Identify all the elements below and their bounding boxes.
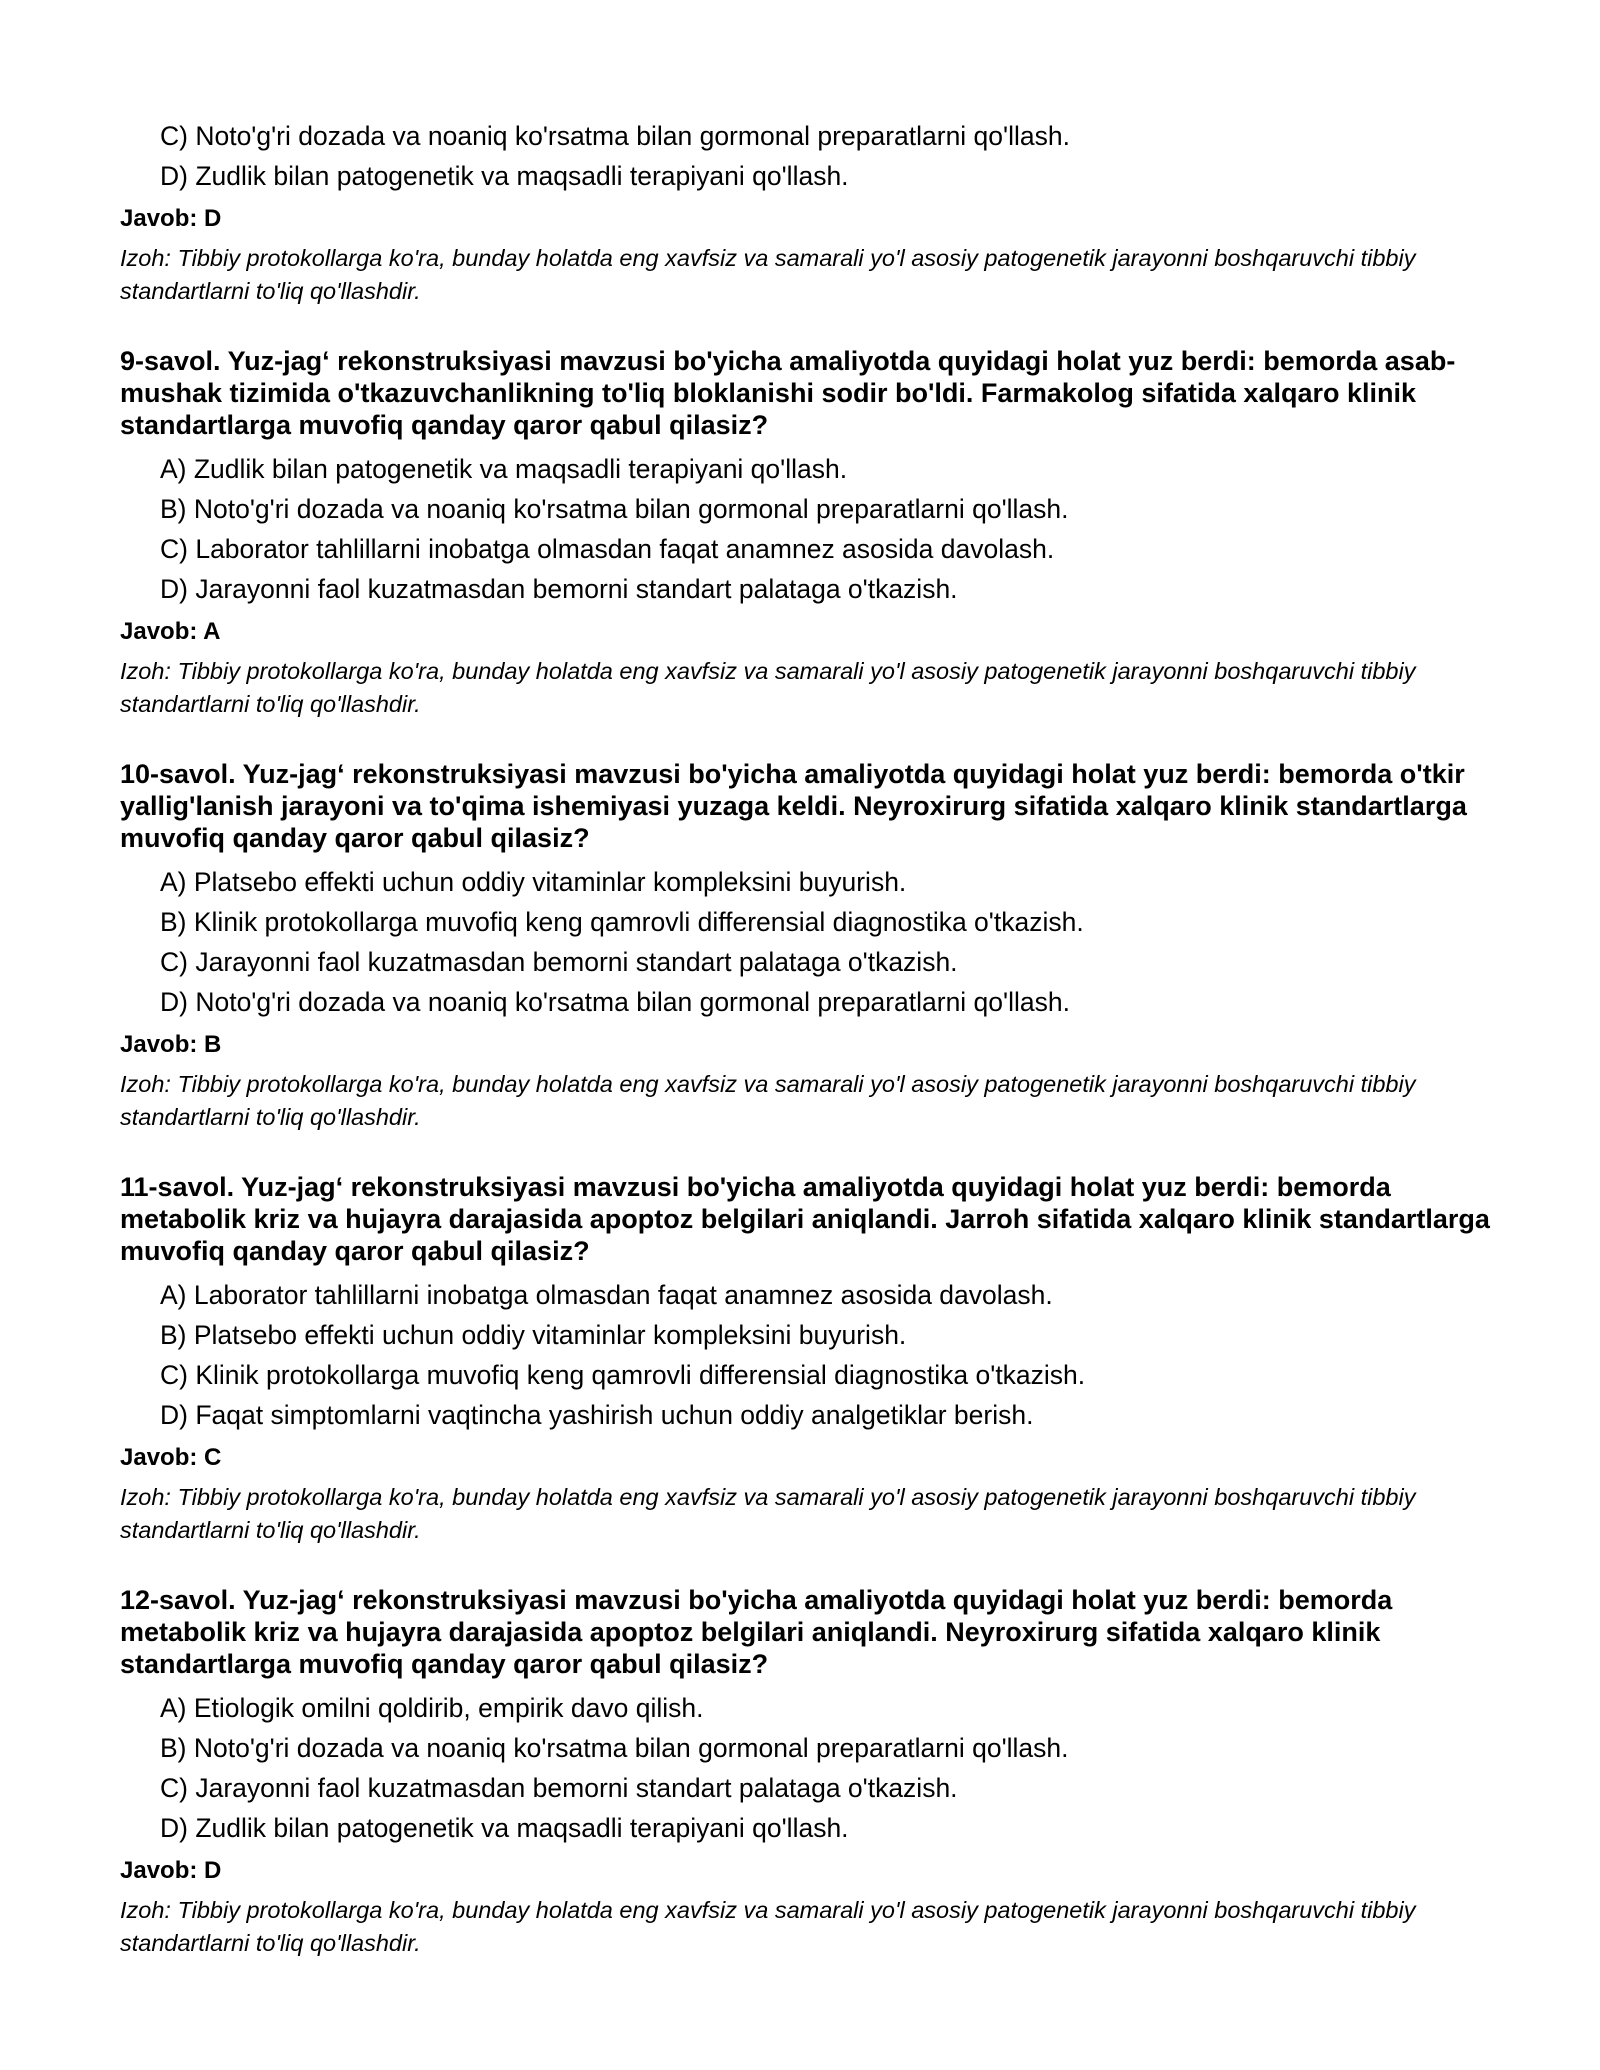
correct-answer: Javob: D	[120, 205, 222, 232]
explanation-note: Izoh: Tibbiy protokollarga ko'ra, bunday holatda eng xavfsiz va samarali yo'l asosiy patogenetik jarayonni boshqaruvchi tibbiy standartlarni to'liq qo'llashdir.	[120, 1071, 1416, 1130]
correct-answer: Javob: A	[120, 618, 221, 645]
answer-option-d: D) Noto'g'ri dozada va noaniq ko'rsatma bilan gormonal preparatlarni qo'llash.	[160, 987, 1070, 1017]
question-8-continuation	[120, 116, 1490, 308]
answer-option-b: B) Noto'g'ri dozada va noaniq ko'rsatma bilan gormonal preparatlarni qo'llash.	[160, 1733, 1069, 1763]
question-12	[120, 1584, 1490, 1960]
document-content	[120, 116, 1490, 1960]
answer-option-d: D) Zudlik bilan patogenetik va maqsadli terapiyani qo'llash.	[160, 161, 849, 191]
answer-option-b: B) Noto'g'ri dozada va noaniq ko'rsatma bilan gormonal preparatlarni qo'llash.	[160, 494, 1069, 524]
correct-answer: Javob: D	[120, 1857, 222, 1884]
question-text: 12-savol. Yuz-jag‘ rekonstruksiyasi mavzusi bo'yicha amaliyotda quyidagi holat yuz berdi: bemorda metabolik kriz va hujayra darajasida apoptoz belgilari aniqlandi. Neyroxirurg sifatida xalqaro klinik standartlarga muvofiq qanday qaror qabul qilasiz?	[120, 1585, 1393, 1679]
answer-option-c: C) Jarayonni faol kuzatmasdan bemorni standart palataga o'tkazish.	[160, 1773, 958, 1803]
answer-option-b: B) Klinik protokollarga muvofiq keng qamrovli differensial diagnostika o'tkazish.	[160, 907, 1084, 937]
question-text: 11-savol. Yuz-jag‘ rekonstruksiyasi mavzusi bo'yicha amaliyotda quyidagi holat yuz berdi: bemorda metabolik kriz va hujayra darajasida apoptoz belgilari aniqlandi. Jarroh sifatida xalqaro klinik standartlarga muvofiq qanday qaror qabul qilasiz?	[120, 1172, 1490, 1266]
question-10	[120, 758, 1490, 1134]
explanation-note: Izoh: Tibbiy protokollarga ko'ra, bunday holatda eng xavfsiz va samarali yo'l asosiy patogenetik jarayonni boshqaruvchi tibbiy standartlarni to'liq qo'llashdir.	[120, 658, 1416, 717]
explanation-note: Izoh: Tibbiy protokollarga ko'ra, bunday holatda eng xavfsiz va samarali yo'l asosiy patogenetik jarayonni boshqaruvchi tibbiy standartlarni to'liq qo'llashdir.	[120, 1897, 1416, 1956]
answer-option-d: D) Zudlik bilan patogenetik va maqsadli terapiyani qo'llash.	[160, 1813, 849, 1843]
answer-option-a: A) Platsebo effekti uchun oddiy vitaminlar kompleksini buyurish.	[160, 867, 907, 897]
correct-answer: Javob: B	[120, 1031, 222, 1058]
correct-answer: Javob: C	[120, 1444, 222, 1471]
explanation-note: Izoh: Tibbiy protokollarga ko'ra, bunday holatda eng xavfsiz va samarali yo'l asosiy patogenetik jarayonni boshqaruvchi tibbiy standartlarni to'liq qo'llashdir.	[120, 1484, 1416, 1543]
answer-option-c: C) Klinik protokollarga muvofiq keng qamrovli differensial diagnostika o'tkazish.	[160, 1360, 1086, 1390]
question-9	[120, 345, 1490, 721]
answer-option-c: C) Noto'g'ri dozada va noaniq ko'rsatma bilan gormonal preparatlarni qo'llash.	[160, 121, 1070, 151]
question-11	[120, 1171, 1490, 1547]
answer-option-a: A) Zudlik bilan patogenetik va maqsadli terapiyani qo'llash.	[160, 454, 848, 484]
answer-option-b: B) Platsebo effekti uchun oddiy vitaminlar kompleksini buyurish.	[160, 1320, 907, 1350]
answer-option-a: A) Laborator tahlillarni inobatga olmasdan faqat anamnez asosida davolash.	[160, 1280, 1053, 1310]
explanation-note: Izoh: Tibbiy protokollarga ko'ra, bunday holatda eng xavfsiz va samarali yo'l asosiy patogenetik jarayonni boshqaruvchi tibbiy standartlarni to'liq qo'llashdir.	[120, 245, 1416, 304]
question-text: 10-savol. Yuz-jag‘ rekonstruksiyasi mavzusi bo'yicha amaliyotda quyidagi holat yuz berdi: bemorda o'tkir yallig'lanish jarayoni va to'qima ishemiyasi yuzaga keldi. Neyroxirurg sifatida xalqaro klinik standartlarga muvofiq qanday qaror qabul qilasiz?	[120, 759, 1467, 853]
answer-option-a: A) Etiologik omilni qoldirib, empirik davo qilish.	[160, 1693, 704, 1723]
answer-option-d: D) Jarayonni faol kuzatmasdan bemorni standart palataga o'tkazish.	[160, 574, 958, 604]
answer-option-c: C) Jarayonni faol kuzatmasdan bemorni standart palataga o'tkazish.	[160, 947, 958, 977]
answer-option-d: D) Faqat simptomlarni vaqtincha yashirish uchun oddiy analgetiklar berish.	[160, 1400, 1034, 1430]
answer-option-c: C) Laborator tahlillarni inobatga olmasdan faqat anamnez asosida davolash.	[160, 534, 1055, 564]
question-text: 9-savol. Yuz-jag‘ rekonstruksiyasi mavzusi bo'yicha amaliyotda quyidagi holat yuz berdi: bemorda asab-mushak tizimida o'tkazuvchanlikning to'liq bloklanishi sodir bo'ldi. Farmakolog sifatida xalqaro klinik standartlarga muvofiq qanday qaror qabul qilasiz?	[120, 346, 1456, 440]
